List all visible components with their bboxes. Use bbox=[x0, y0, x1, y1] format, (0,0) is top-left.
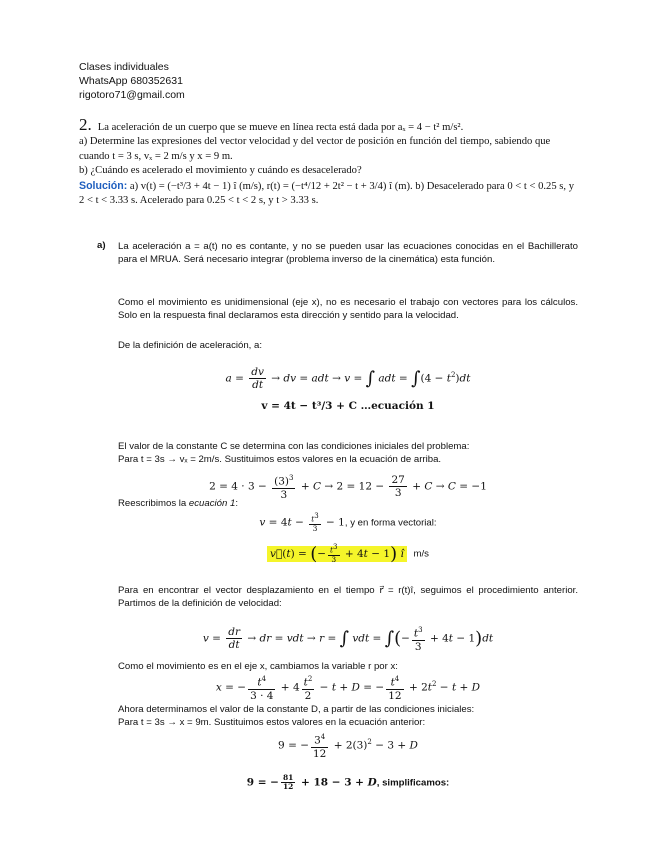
paragraph-unidimensional: Como el movimiento es unidimensional (eje x), no es necesario el trabajo con vectores para los cálculos. Solo en la respuesta final declaramos esta dirección y sentido para la velocidad. bbox=[118, 297, 578, 322]
item-a-label: a) bbox=[97, 240, 106, 251]
constant-d-line2: Para t = 3s → x = 9m. Sustituimos estos valores en la ecuación anterior: bbox=[118, 717, 426, 729]
constant-c-line1: El valor de la constante C se determina con las condiciones iniciales del problema: bbox=[118, 441, 470, 452]
velocity-units: m/s bbox=[413, 548, 429, 560]
equation-integral-velocity: a = $\frac{dv}{dt}$ → dv = adt → v = ∫ adt = $\int(4 - t^2)dt$ bbox=[225, 366, 471, 391]
simplify-label: , simplificamos: bbox=[376, 777, 450, 789]
solution-label: Solución: bbox=[79, 179, 128, 192]
header-line-email: rigotoro71@gmail.com bbox=[79, 89, 185, 101]
equation-integral-position: v = $\frac{dr}{dt}$ → dr = vdt → r = ∫ vdt = ∫(− $\frac{t^3}{3}$ + 4t − 1)dt bbox=[202, 625, 494, 653]
problem-number: 2. bbox=[79, 115, 92, 134]
paragraph-rewrite bbox=[118, 497, 578, 510]
equation-velocity-vector bbox=[118, 543, 578, 564]
equation-position: x = − $\frac{t^4}{3 \cdot 4}$ + 4 $\frac{t^2}{2}$ − t + D = − $\frac{t^4}{12}$ + $2t^2 - t + D$ bbox=[215, 675, 481, 702]
paragraph-constant-d bbox=[118, 703, 578, 729]
paragraph-constant-c bbox=[118, 440, 578, 466]
solution-answer: a) v(t) = (−t³/3 + 4t − 1) î (m/s), r(t) = (−t⁴/12 + 2t² − t + 3/4) î (m). b) Desacelerado para 0 < t < 0.25 s, y 2 < t < 3.33 s. Acelerado para 0.25 < t < 2 s, y t > 3.33 s. bbox=[79, 180, 575, 207]
constant-d-line1: Ahora determinamos el valor de la constante D, a partir de las condiciones iniciales: bbox=[118, 704, 475, 715]
rewrite-prefix: Reescribimos la bbox=[118, 498, 189, 509]
problem-statement bbox=[79, 115, 579, 208]
equation-1: v = 4t − t³/3 + C …ecuación 1 bbox=[261, 400, 435, 412]
equation-solve-c: 2 = 4 · 3 − $\frac{(3)^3}{3}$ + C → 2 = 12 − $\frac{27}{3}$ + C → C = −1 bbox=[209, 473, 487, 501]
velocity-vector-highlight: v⃗(t) = (− $\frac{t^3}{3}$ + 4t − 1) î bbox=[267, 546, 407, 562]
contact-header bbox=[79, 60, 185, 102]
equation-simplify: 9 = − $\frac{81}{12}$ + 18 − 3 + D, simplificamos: bbox=[246, 773, 450, 791]
paragraph-definition: De la definición de aceleración, a: bbox=[118, 340, 262, 351]
constant-c-line2: Para t = 3s → vₓ = 2m/s. Sustituimos estos valores en la ecuación de arriba. bbox=[118, 454, 442, 466]
header-line-classes: Clases individuales bbox=[79, 61, 169, 73]
header-line-whatsapp: WhatsApp 680352631 bbox=[79, 75, 183, 87]
equation-velocity-scalar: v = 4t − $\frac{t^3}{3}$ − 1, y en forma vectorial: bbox=[259, 512, 437, 533]
problem-text: La aceleración de un cuerpo que se mueve en línea recta está dada por aₓ = 4 − t² m/s². bbox=[97, 122, 464, 133]
paragraph-intro: La aceleración a = a(t) no es contante, y no se pueden usar las ecuaciones conocidas en el Bachillerato para el MRUA. Será necesario integrar (problema inverso de la cinemática) esta función. bbox=[118, 241, 578, 266]
rewrite-suffix: : bbox=[235, 498, 238, 509]
paragraph-displacement: Para en encontrar el vector desplazamiento en el tiempo r⃗ = r(t)î, seguimos el procedimiento anterior. Partimos de la definición de velocidad: bbox=[118, 585, 578, 610]
rewrite-equation-ref: ecuación 1 bbox=[188, 498, 236, 509]
paragraph-change-variable: Como el movimiento es en el eje x, cambiamos la variable r por x: bbox=[118, 661, 398, 672]
problem-part-a: a) Determine las expresiones del vector velocidad y del vector de posición en función del tiempo, sabiendo que cuando t = 3 s, vₓ = 2 m/s y x = 9 m. bbox=[79, 136, 551, 162]
vector-form-label: , y en forma vectorial: bbox=[344, 517, 437, 529]
problem-part-b: b) ¿Cuándo es acelerado el movimiento y cuándo es desacelerado? bbox=[79, 165, 362, 177]
equation-solve-d: 9 = − $\frac{3^4}{12}$ + $2(3)^2 - 3 + D$ bbox=[278, 733, 418, 760]
